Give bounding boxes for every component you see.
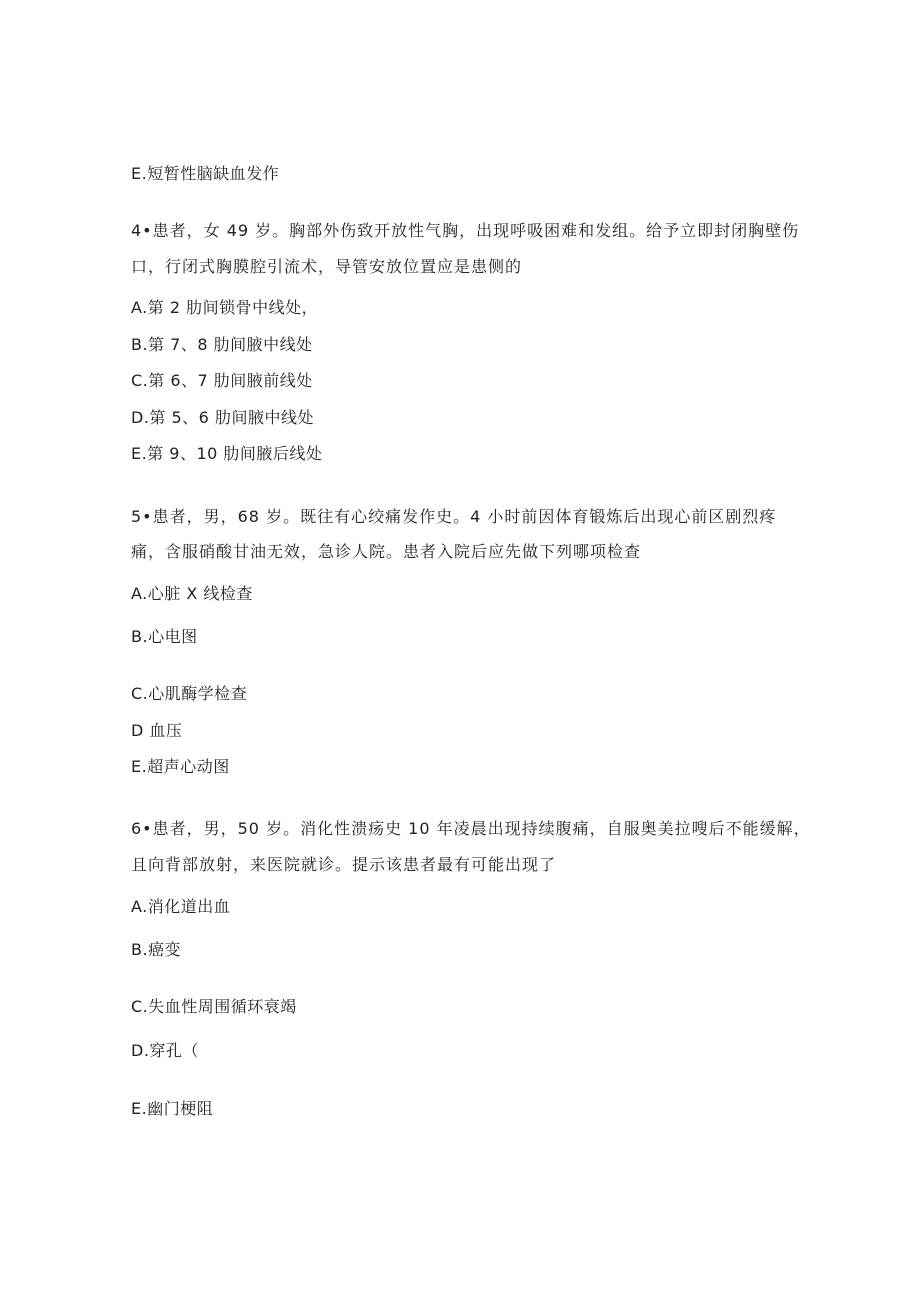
question-5-line-2: 痛，含服硝酸甘油无效，急诊人院。患者入院后应先做下列哪项检查 (131, 542, 642, 561)
question-4-line-2: 口，行闭式胸膜腔引流术，导管安放位置应是患侧的 (131, 257, 523, 276)
option-6e: E.幽门梗阻 (131, 1099, 214, 1118)
option-6b: B.癌变 (131, 940, 182, 959)
question-6-line-2: 且向背部放射，来医院就诊。提示该患者最有可能出现了 (131, 855, 557, 874)
option-5a: A.心脏 X 线检查 (131, 584, 253, 603)
option-4a: A.第 2 肋间锁骨中线处， (131, 298, 319, 317)
option-3e: E.短暂性脑缺血发作 (131, 164, 280, 183)
option-6d: D.穿孔（ (131, 1041, 199, 1060)
question-6-line-1: 6•患者，男，50 岁。消化性溃疡史 10 年凌晨出现持续腹痛，自服奥美拉嗖后不能缓解， (131, 819, 811, 838)
option-5b: B.心电图 (131, 627, 198, 646)
option-4e: E.第 9、10 肋间腋后线处 (131, 444, 323, 463)
option-5d: D 血压 (131, 721, 183, 740)
option-5c: C.心肌酶学检查 (131, 684, 248, 703)
option-4b: B.第 7、8 肋间腋中线处 (131, 335, 313, 354)
option-5e: E.超声心动图 (131, 757, 230, 776)
option-4c: C.第 6、7 肋间腋前线处 (131, 371, 313, 390)
option-6a: A.消化道出血 (131, 897, 231, 916)
question-4-line-1: 4•患者，女 49 岁。胸部外伤致开放性气胸，出现呼吸困难和发组。给予立即封闭胸壁伤 (131, 221, 800, 240)
option-6c: C.失血性周围循环衰竭 (131, 997, 297, 1016)
question-5-line-1: 5•患者，男，68 岁。既往有心绞痛发作史。4 小时前因体育锻炼后出现心前区剧烈疼 (131, 507, 777, 526)
option-4d: D.第 5、6 肋间腋中线处 (131, 408, 314, 427)
